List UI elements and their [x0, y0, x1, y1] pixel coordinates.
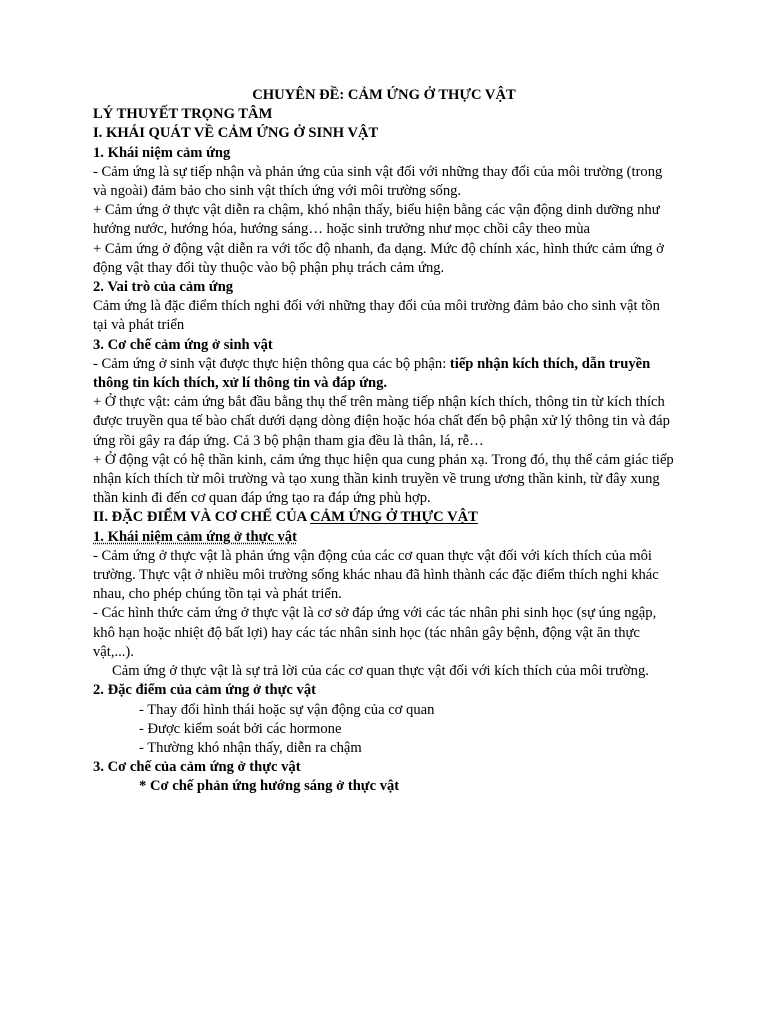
part1-s1-paragraph-1: - Cảm ứng là sự tiếp nhận và phản ứng của sinh vật đối với những thay đổi của môi trường (trong và ngoài) đảm bảo cho sinh vật thích ứng với môi trường sống.: [93, 163, 663, 200]
part2-heading: [93, 508, 675, 527]
document-page: [93, 86, 675, 797]
part2-s1-heading-text: 1. Khái niệm cảm ứng ở thực vật: [93, 528, 297, 545]
part1-s3-p1-text: - Cảm ứng ở sinh vật được thực hiện thông qua các bộ phận:: [93, 355, 450, 372]
part2-s3-heading: 3. Cơ chế của cảm ứng ở thực vật: [93, 759, 301, 776]
part1-heading: I. KHÁI QUÁT VỀ CẢM ỨNG Ở SINH VẬT: [93, 125, 379, 142]
part2-s1-paragraph-1: - Cảm ứng ở thực vật là phản ứng vận động của các cơ quan thực vật đối với kích thích của môi trường. Thực vật ở nhiều môi trường sống khác nhau đã hình thành các đặc điểm thích nghi khác nhau, cho phép chúng tồn tại và phát triển.: [93, 547, 659, 603]
part1-s3-p1-bold-text: tiếp nhận kích thích, dẫn truyền thông tin kích thích, xử lí thông tin và đáp ứng.: [93, 355, 651, 392]
list-item: - Thay đổi hình thái hoặc sự vận động của cơ quan: [139, 701, 435, 718]
part1-s3-paragraph-2: + Ở thực vật: cảm ứng bắt đầu bằng thụ thể trên màng tiếp nhận kích thích, thông tin từ kích thích được truyền qua tế bào chất dưới dạng dòng điện hoặc hóa chất đến bộ phận xử lý thông tin và đáp ứng rồi gây ra đáp ứng. Cả 3 bộ phận tham gia đều là thân, lá, rễ…: [93, 394, 670, 449]
part1-s1-paragraph-2: + Cảm ứng ở thực vật diễn ra chậm, khó nhận thấy, biểu hiện bằng các vận động dinh dưỡng như hướng nước, hướng hóa, hướng sáng… hoặc sinh trưởng như mọc chồi cây theo mùa: [93, 202, 660, 238]
document-title: CHUYÊN ĐỀ: CẢM ỨNG Ở THỰC VẬT: [252, 87, 516, 103]
part1-s2-paragraph-1: Cảm ứng là đặc điểm thích nghi đối với những thay đổi của môi trường đảm bảo cho sinh vật tồn tại và phát triển: [93, 298, 660, 334]
part1-s1-heading: 1. Khái niệm cảm ứng: [93, 144, 231, 161]
part2-heading-underlined: CẢM ỨNG Ở THỰC VẬT: [310, 509, 478, 526]
section-main-heading: LÝ THUYẾT TRỌNG TÂM: [93, 106, 273, 123]
part1-s3-heading: 3. Cơ chế cảm ứng ở sinh vật: [93, 336, 273, 353]
part2-s2-heading: 2. Đặc điểm của cảm ứng ở thực vật: [93, 682, 316, 699]
part2-s1-paragraph-2: - Các hình thức cảm ứng ở thực vật là cơ sở đáp ứng với các tác nhân phi sinh học (sự úng ngập, khô hạn hoặc nhiệt độ bất lợi) hay các tác nhân sinh học (tác nhân gây bệnh, động vật ăn thực vật,...).: [93, 605, 657, 660]
list-item: - Thường khó nhận thấy, diễn ra chậm: [139, 739, 362, 756]
part2-s1-heading: [93, 528, 675, 547]
part1-s3-paragraph-3: + Ở động vật có hệ thần kinh, cảm ứng thục hiện qua cung phản xạ. Trong đó, thụ thể cảm giác tiếp nhận kích thích từ môi trường và tạo xung thần kinh truyền về trung ương thần kinh, từ đây xung thần kinh đi đến cơ quan đáp ứng tạo ra đáp ứng phù hợp.: [93, 451, 674, 507]
part1-s3-paragraph-1: [93, 355, 675, 393]
part2-s3-subheading: * Cơ chế phản ứng hướng sáng ở thực vật: [139, 778, 400, 795]
part1-s1-paragraph-3: + Cảm ứng ở động vật diễn ra với tốc độ nhanh, đa dạng. Mức độ chính xác, hình thức cảm ứng ở động vật thay đổi tùy thuộc vào bộ phận phụ trách cảm ứng.: [93, 240, 664, 276]
part2-s1-paragraph-3: Cảm ứng ở thực vật là sự trả lời của các cơ quan thực vật đối với kích thích của môi trường.: [112, 663, 649, 680]
part2-heading-prefix: II. ĐẶC ĐIỂM VÀ CƠ CHẾ CỦA: [93, 509, 311, 526]
part1-s2-heading: 2. Vai trò của cảm ứng: [93, 279, 234, 296]
list-item: - Được kiểm soát bởi các hormone: [139, 720, 342, 737]
